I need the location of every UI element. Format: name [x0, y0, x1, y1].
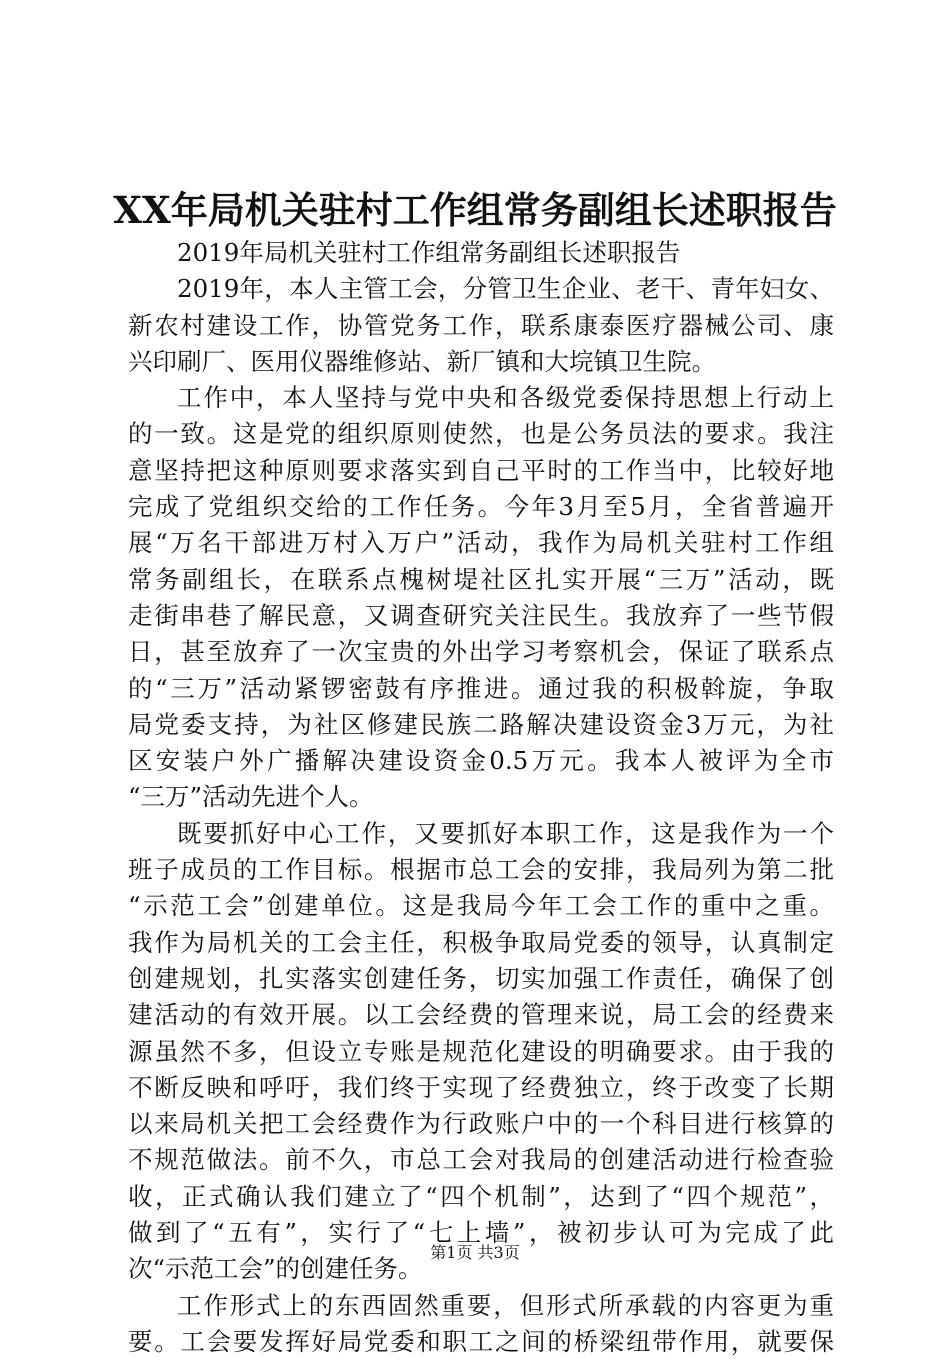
text-line: 工作形式上的东西固然重要，但形式所承载的内容更为重	[177, 1290, 834, 1320]
text-line: 我作为局机关的工会主任，积极争取局党委的领导，认真制定	[128, 927, 834, 957]
text-line: 的一致。这是党的组织原则使然，也是公务员法的要求。我注	[128, 419, 834, 449]
text-line: 不断反映和呼吁，我们终于实现了经费独立，终于改变了长期	[128, 1072, 834, 1102]
text-line: 兴印刷厂、医用仪器维修站、新厂镇和大垸镇卫生院。	[128, 346, 716, 376]
text-line: 意坚持把这种原则要求落实到自己平时的工作当中，比较好地	[128, 455, 834, 485]
text-line: 源虽然不多，但设立专账是规范化建设的明确要求。由于我的	[128, 1036, 834, 1066]
text-line: 班子成员的工作目标。根据市总工会的安排，我局列为第二批	[128, 855, 834, 885]
text-line: 次“示范工会”的创建任务。	[128, 1254, 423, 1284]
text-line: 做到了“五有”，实行了“七上墙”，被初步认可为完成了此	[128, 1218, 834, 1248]
text-line: 建活动的有效开展。以工会经费的管理来说，局工会的经费来	[128, 1000, 834, 1030]
text-line: 新农村建设工作，协管党务工作，联系康泰医疗器械公司、康	[128, 310, 834, 340]
text-line: 走街串巷了解民意，又调查研究关注民生。我放弃了一些节假	[128, 600, 834, 630]
page-footer: 第1页 共3页	[430, 1243, 520, 1262]
text-line: 展“万名干部进万村入万户”活动，我作为局机关驻村工作组	[128, 528, 834, 558]
text-line: 收，正式确认我们建立了“四个机制”，达到了“四个规范”，	[128, 1181, 834, 1211]
text-line: 日，甚至放弃了一次宝贵的外出学习考察机会，保证了联系点	[128, 637, 834, 667]
text-line: 完成了党组织交给的工作任务。今年3月至5月，全省普遍开	[128, 492, 834, 522]
text-line: “三万”活动先进个人。	[128, 782, 374, 812]
text-line: 要。工会要发挥好局党委和职工之间的桥梁纽带作用，就要保	[128, 1326, 834, 1356]
text-line: 局党委支持，为社区修建民族二路解决建设资金3万元，为社	[128, 709, 834, 739]
text-line: 2019年局机关驻村工作组常务副组长述职报告	[177, 238, 681, 267]
text-line: 常务副组长，在联系点槐树堤社区扎实开展“三万”活动，既	[128, 564, 834, 594]
text-line: 不规范做法。前不久，市总工会对我局的创建活动进行检查验	[128, 1145, 834, 1175]
text-line: 2019年，本人主管工会，分管卫生企业、老干、青年妇女、	[177, 274, 834, 304]
text-line: 区安装户外广播解决建设资金0.5万元。我本人被评为全市	[128, 746, 834, 776]
document-body	[128, 235, 834, 1360]
text-line: 创建规划，扎实落实创建任务，切实加强工作责任，确保了创	[128, 963, 834, 993]
text-line: 工作中，本人坚持与党中央和各级党委保持思想上行动上	[177, 383, 834, 413]
text-line: 以来局机关把工会经费作为行政账户中的一个科目进行核算的	[128, 1109, 834, 1139]
text-line: 既要抓好中心工作，又要抓好本职工作，这是我作为一个	[177, 818, 834, 848]
document-title: XX年局机关驻村工作组常务副组长述职报告	[113, 188, 837, 232]
text-line: 的“三万”活动紧锣密鼓有序推进。通过我的积极斡旋，争取	[128, 673, 834, 703]
text-line: “示范工会”创建单位。这是我局今年工会工作的重中之重。	[128, 891, 834, 921]
